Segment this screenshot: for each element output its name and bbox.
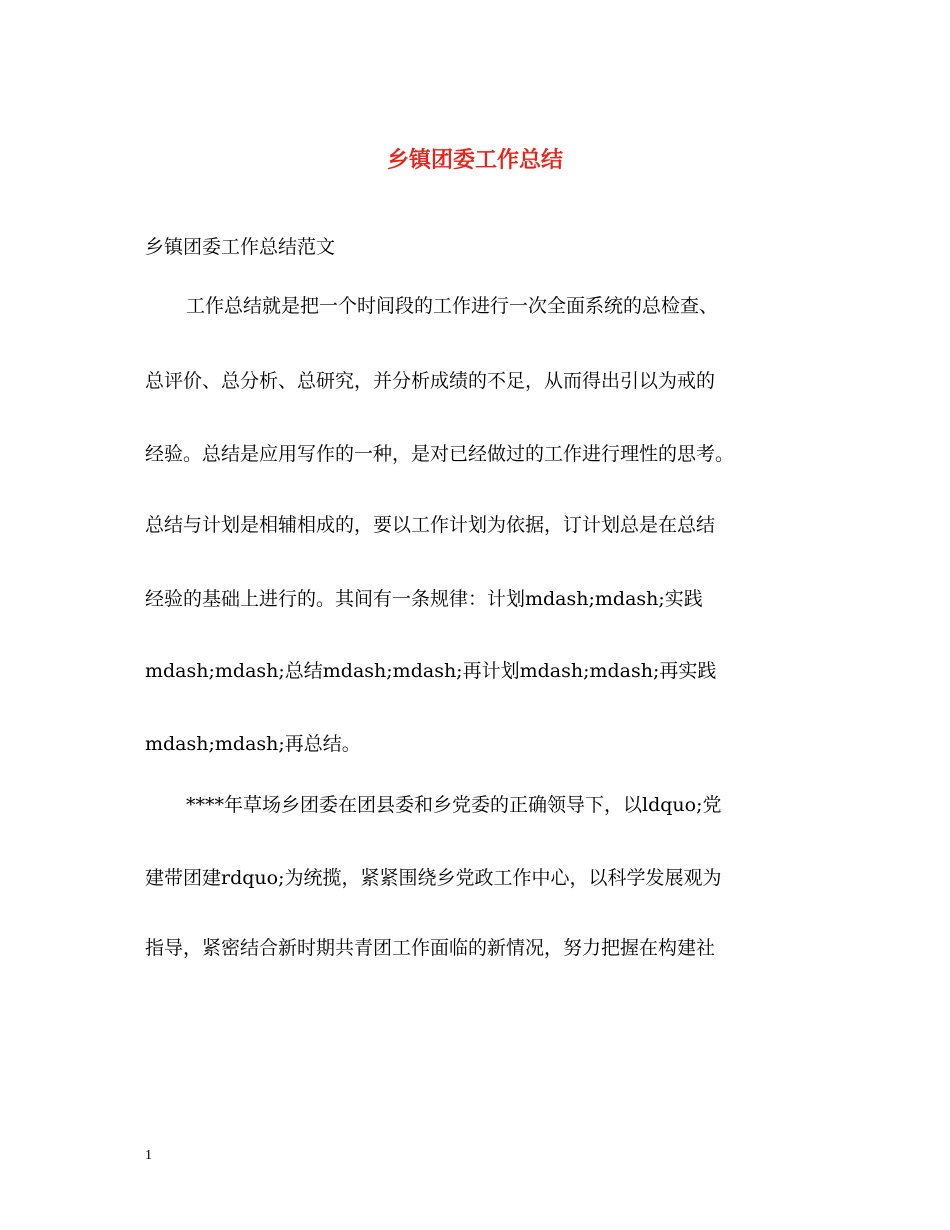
paragraph-line: 建带团建rdquo;为统揽，紧紧围绕乡党政工作中心，以科学发展观为 (145, 867, 722, 889)
paragraph-line: mdash;mdash;总结mdash;mdash;再计划mdash;mdash;再实践 (145, 660, 717, 682)
paragraph-line: 指导，紧密结合新时期共青团工作面临的新情况，努力把握在构建社 (145, 937, 716, 959)
page-number: 1 (145, 1148, 152, 1163)
paragraph-line: 总评价、总分析、总研究，并分析成绩的不足，从而得出引以为戒的 (145, 370, 716, 392)
paragraph-line: ****年草场乡团委在团县委和乡党委的正确领导下，以ldquo;党 (186, 794, 722, 816)
paragraph-line: 工作总结就是把一个时间段的工作进行一次全面系统的总检查、 (186, 295, 719, 317)
paragraph-line: 总结与计划是相辅相成的，要以工作计划为依据，订计划总是在总结 (145, 514, 716, 536)
document-title: 乡镇团委工作总结 (386, 148, 563, 173)
paragraph-line: 经验的基础上进行的。其间有一条规律：计划mdash;mdash;实践 (145, 588, 703, 610)
paragraph-line: mdash;mdash;再总结。 (145, 733, 361, 755)
document-subtitle: 乡镇团委工作总结范文 (145, 236, 336, 258)
paragraph-line: 经验。总结是应用写作的一种，是对已经做过的工作进行理性的思考。 (145, 443, 735, 465)
